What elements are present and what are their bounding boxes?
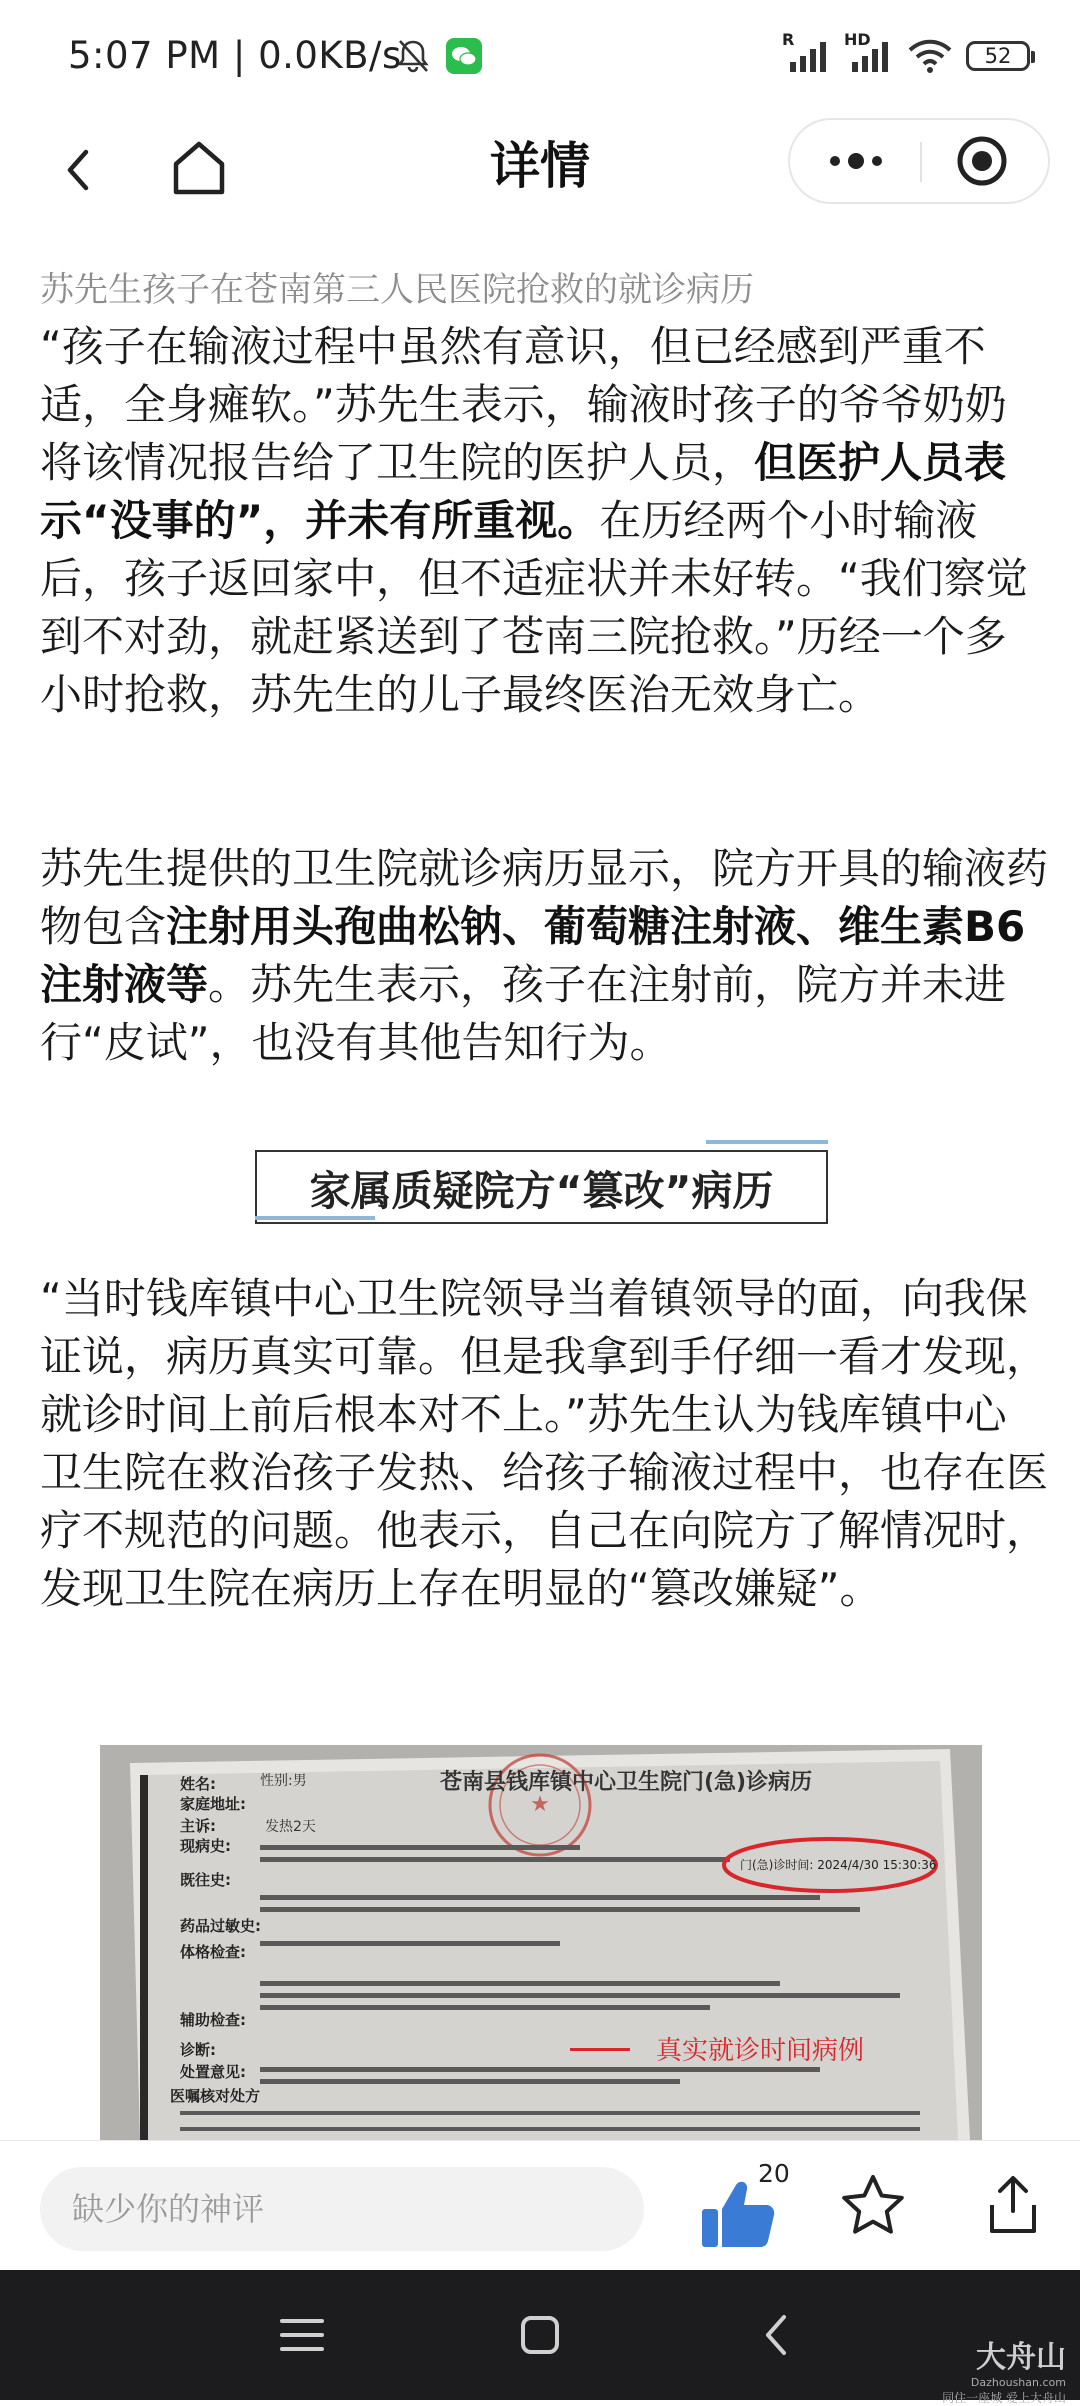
status-bar (0, 0, 1080, 112)
back-arrow-icon[interactable] (50, 140, 110, 200)
wechat-notification-icon (446, 38, 482, 74)
heading-accent-line (706, 1140, 828, 1144)
top-nav (0, 112, 1080, 252)
record-field-label: 主诉: (180, 1817, 216, 1835)
sex-label: 性别:男 (260, 1773, 307, 1789)
text-run: 苏先生提供的卫生院就诊病历显示，院方开具的输液药物包含 (40, 844, 1049, 951)
menu-icon[interactable] (272, 2305, 332, 2365)
mini-program-capsule (788, 118, 1050, 204)
record-field-label: 既往史: (180, 1871, 231, 1889)
status-time: 5:07 PM | 0.0KB/s (68, 34, 402, 77)
bottom-action-bar (0, 2140, 1080, 2271)
record-field-label: 医嘱核对处方 (170, 2087, 261, 2105)
bold-text-run: 但医护人员表示“没事的”，并未有所重视。 (40, 438, 1007, 545)
svg-text:★: ★ (530, 1792, 550, 1817)
record-field-label: 姓名: (180, 1775, 216, 1793)
text-run: “当时钱库镇中心卫生院领导当着镇领导的面，向我保证说，病历真实可靠。但是我拿到手仔细一看才发现，就诊时间上前后根本对不上。”苏先生认为钱库镇中心卫生院在救治孩子发热、给孩子输液过程中，也存在医疗不规范的问题。他表示，自己在向院方了解情况时，发现卫生院在病历上存在明显的“篡改嫌疑”。 (40, 1274, 1049, 1613)
back-triangle-icon[interactable] (748, 2305, 808, 2365)
page-title: 详情 (490, 137, 590, 195)
comment-input[interactable] (40, 2167, 644, 2251)
record-field-label: 处置意见: (180, 2063, 246, 2081)
system-nav-bar (0, 2270, 1080, 2405)
mute-bell-icon (393, 36, 433, 76)
close-target-icon[interactable] (922, 120, 1048, 202)
wifi-icon (908, 38, 952, 74)
bold-text-run: 注射用头孢曲松钠、葡萄糖注射液、维生素B6注射液等 (40, 902, 1026, 1009)
watermark-logo-text: 大舟山 (976, 2340, 1066, 2375)
more-dots-icon[interactable] (790, 120, 920, 202)
watermark-site: Dazhoushan.com (970, 2376, 1066, 2389)
like-count: 20 (758, 2159, 790, 2188)
record-header: 苍南县钱库镇中心卫生院门(急)诊病历 (440, 1770, 813, 1795)
record-field-label: 体格检查: (180, 1943, 246, 1961)
cellular-signal-1-icon: R (784, 38, 832, 74)
text-run: “孩子在输液过程中虽然有意识，但已经感到严重不适，全身瘫软。”苏先生表示，输液时孩子的爷爷奶奶将该情况报告给了卫生院的医护人员， (40, 322, 1007, 487)
watermark-slogan: 同住一座城 爱上大舟山 (942, 2391, 1066, 2405)
image-caption: 苏先生孩子在苍南第三人民医院抢救的就诊病历 (40, 270, 754, 310)
record-field-label: 诊断: (180, 2041, 216, 2059)
section-heading: 家属质疑院方“篡改”病历 (255, 1150, 828, 1224)
article-paragraph-3 (40, 1270, 1048, 1618)
star-icon[interactable] (838, 2171, 908, 2241)
record-field-label: 药品过敏史: (180, 1917, 261, 1935)
article-paragraph-2 (40, 840, 1048, 1072)
square-home-icon[interactable] (510, 2305, 570, 2365)
battery-indicator: 52 (966, 41, 1030, 71)
text-run: 。苏先生表示，孩子在注射前，院方并未进行“皮试”，也没有其他告知行为。 (40, 960, 1007, 1067)
visit-time-label: 门(急)诊时间: 2024/4/30 15:30:36 (740, 1858, 937, 1872)
heading-accent-line (255, 1216, 375, 1220)
home-icon[interactable] (168, 134, 230, 200)
text-run: 在历经两个小时输液后，孩子返回家中，但不适症状并未好转。“我们察觉到不对劲，就赶紧送到了苍南三院抢救。”历经一个多小时抢救，苏先生的儿子最终医治无效身亡。 (40, 496, 1028, 719)
cellular-signal-2-icon: HD (846, 38, 894, 74)
record-field-label: 家庭地址: (180, 1795, 246, 1813)
site-watermark (942, 2332, 1066, 2406)
record-field-label: 辅助检查: (180, 2011, 246, 2029)
share-icon[interactable] (978, 2171, 1048, 2241)
article-paragraph-1 (40, 318, 1048, 724)
record-field-label: 现病史: (180, 1837, 231, 1855)
red-annotation: 真实就诊时间病例 (656, 2036, 865, 2066)
medical-record-photo[interactable] (100, 1745, 982, 2140)
complaint-text: 发热2天 (265, 1819, 316, 1835)
